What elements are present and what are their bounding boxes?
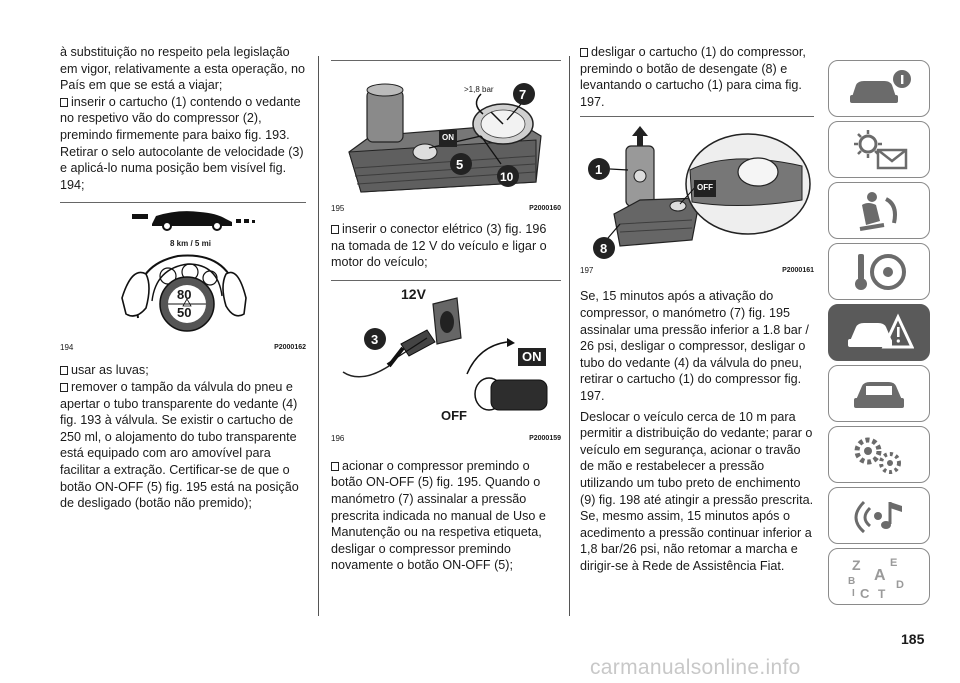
callout-7: 7 — [519, 87, 527, 102]
key-steering-wheel-icon — [844, 250, 914, 294]
figure-rule — [60, 202, 306, 203]
sticker-top-value: 80 — [177, 287, 192, 303]
paragraph: à substituição no respeito pela legislação em vigor, relativamente a esta operação, no País em que se está a viajar; — [60, 45, 306, 93]
figure-197-caption — [580, 266, 814, 276]
checkbox-bullet-icon — [331, 462, 339, 471]
column-2 — [331, 60, 561, 574]
tab-car-info[interactable] — [828, 60, 930, 117]
off-label: OFF — [694, 180, 716, 197]
off-label: OFF — [441, 407, 467, 423]
figure-196-caption — [331, 434, 561, 444]
index-letter: Z — [852, 556, 861, 573]
tab-starting-driving[interactable] — [828, 243, 930, 300]
column-3 — [580, 44, 814, 574]
index-letter: D — [896, 578, 904, 591]
checkbox-bullet-icon — [60, 98, 68, 107]
index-letter: B — [848, 575, 856, 587]
warning-lights-icon — [844, 128, 914, 172]
emergency-car-icon — [844, 311, 914, 355]
callout-5: 5 — [456, 157, 464, 172]
multimedia-icon — [844, 494, 914, 538]
tab-multimedia[interactable] — [828, 487, 930, 544]
tab-index[interactable] — [828, 548, 930, 605]
index-letters-icon — [844, 554, 914, 600]
page-number: 185 — [901, 631, 925, 647]
figure-number: 195 — [331, 204, 345, 213]
column-divider-2 — [569, 56, 570, 616]
index-letter: C — [860, 585, 870, 600]
checkbox-bullet-icon — [60, 366, 68, 375]
index-letter: I — [852, 587, 855, 599]
callout-8: 8 — [600, 241, 608, 257]
technical-gears-icon — [844, 433, 914, 477]
figure-194-caption — [60, 343, 306, 353]
paragraph: inserir o cartucho (1) contendo o vedante no respetivo vão do compressor (2), premindo firmemente para baixo fig. 193. Retirar o selo autocolante de velocidade (3) e aplicá-lo numa posição bem visível fig. 194; — [60, 94, 304, 192]
figure-rule — [331, 60, 561, 61]
watermark: carmanualsonline.info — [590, 656, 801, 679]
paragraph: Se, 15 minutos após a ativação do compressor, o manómetro (7) fig. 195 assinalar uma pressão inferior a 1.8 bar / 26 psi, desligar o compressor, desligar o tubo do vedante (4) da válvula do pneu, retirar o cartucho (1) do compressor fig. 197. — [580, 289, 809, 403]
figure-rule — [331, 280, 561, 281]
index-letter: E — [890, 556, 898, 569]
callout-3: 3 — [371, 331, 379, 347]
chapter-tabs — [828, 60, 930, 609]
column-1 — [60, 44, 306, 512]
figure-number: 194 — [60, 343, 74, 353]
paragraph: remover o tampão da válvula do pneu e apertar o tubo transparente do vedante (4) fig. 193 à válvula. Se existir o cartucho de 250 ml, o alojamento do tubo transparente está equipado com aro amovível para facilitar a extração. Certificar-se de que o botão ON-OFF (5) fig. 195 está na posição de desligado (botão não premido); — [60, 379, 299, 511]
figure-code: P2000161 — [782, 267, 814, 275]
gauge-label: >1,8 bar — [464, 85, 494, 94]
paragraph: desligar o cartucho (1) do compressor, premindo o botão de desengate (8) e levantando o cartucho (1) para cima fig. 197. — [580, 45, 806, 109]
paragraph: usar as luvas; — [60, 362, 306, 379]
tab-maintenance[interactable] — [828, 365, 930, 422]
sticker-bottom-value: 50 — [177, 305, 192, 321]
figure-195-caption — [331, 204, 561, 214]
checkbox-bullet-icon — [60, 383, 68, 392]
paragraph: Deslocar o veículo cerca de 10 m para permitir a distribuição do vedante; parar o veículo em segurança, acionar o travão de mão e restabelecer a pressão utilizando um tubo preto de enchimento (9) fig. 198 até atingir a pressão prescrita. Se, mesmo assim, 15 minutos após o acedimento a pressão continuar inferior a 1,8 bar/26 psi, não retomar a marcha e dirigir-se à Rede de Assistência Fiat. — [580, 409, 814, 573]
figure-194 — [60, 206, 306, 341]
callout-10: 10 — [500, 170, 514, 184]
seat-airbag-icon — [844, 189, 914, 233]
on-label: ON — [439, 130, 457, 147]
paragraph: acionar o compressor premindo o botão ON-OFF (5) fig. 195. Quando o manómetro (7) assinalar a pressão prescrita indicada no manual de Uso e Manutenção ou na respetiva etiqueta, desligar o compressor premindo novamente o botão ON-OFF (5); — [331, 458, 546, 573]
figure-197 — [580, 120, 814, 264]
tab-technical-data[interactable] — [828, 426, 930, 483]
figure-195 — [331, 64, 561, 202]
speed-label: 8 km / 5 mi — [170, 239, 211, 249]
callout-1: 1 — [595, 162, 603, 178]
figure-code: P2000160 — [529, 205, 561, 212]
figure-number: 196 — [331, 433, 345, 443]
socket-label: 12V — [401, 285, 426, 302]
service-car-icon — [844, 372, 914, 416]
checkbox-bullet-icon — [580, 48, 588, 57]
tab-safety[interactable] — [828, 182, 930, 239]
column-divider-1 — [318, 56, 319, 616]
figure-rule — [580, 116, 814, 117]
tab-emergency[interactable] — [828, 304, 930, 361]
figure-code: P2000162 — [274, 344, 306, 352]
figure-196 — [331, 284, 561, 432]
car-info-icon — [844, 67, 914, 111]
figure-number: 197 — [580, 266, 594, 276]
tab-warning-lights[interactable] — [828, 121, 930, 178]
index-letter: A — [874, 566, 886, 584]
index-letter: T — [878, 586, 886, 600]
on-label: ON — [518, 348, 546, 367]
checkbox-bullet-icon — [331, 225, 339, 234]
figure-code: P2000159 — [529, 434, 561, 442]
paragraph: inserir o conector elétrico (3) fig. 196 na tomada de 12 V do veículo e ligar o motor do veículo; — [331, 222, 547, 270]
